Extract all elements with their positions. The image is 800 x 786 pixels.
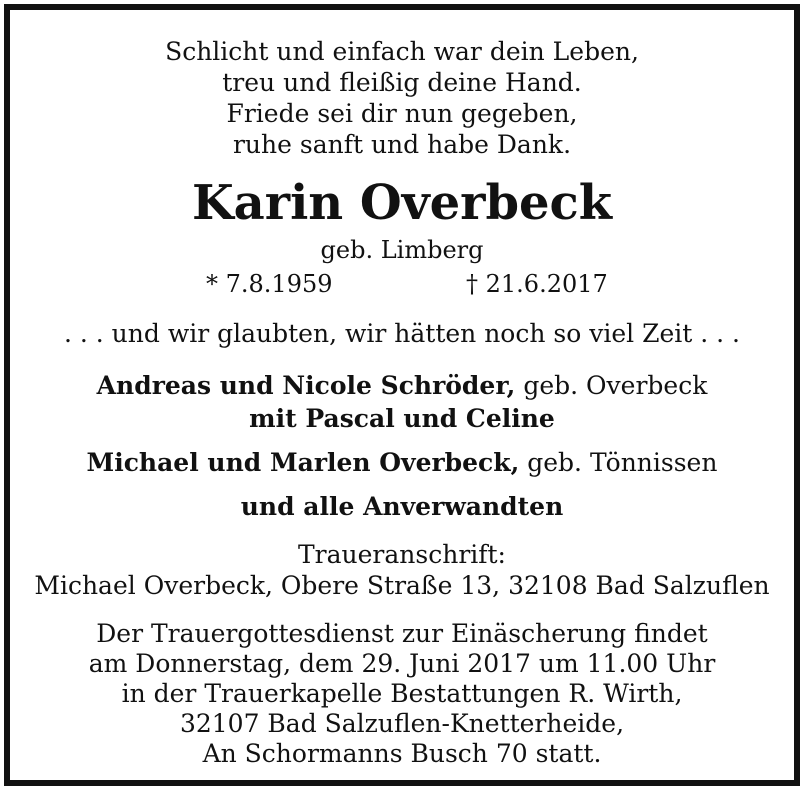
poem-line-2: treu und fleißig deine Hand. — [222, 68, 582, 97]
family-line-2-names: mit Pascal und Celine — [249, 404, 555, 433]
service-line-5: An Schormanns Busch 70 statt. — [202, 739, 602, 768]
poem-line-4: ruhe sanft und habe Dank. — [232, 130, 572, 159]
maiden-name: geb. Limberg — [320, 236, 484, 264]
family-line-1 — [10, 371, 794, 401]
family-line-4-relatives: und alle Anverwandten — [240, 492, 564, 521]
quote-line: . . . und wir glaubten, wir hätten noch so viel Zeit . . . — [64, 319, 740, 348]
family-line-3-maiden: geb. Tönnissen — [519, 448, 718, 477]
family-line-2 — [10, 404, 794, 434]
service-line-4: 32107 Bad Salzuflen-Knetterheide, — [179, 709, 625, 738]
family-line-3 — [10, 448, 794, 478]
life-dates — [10, 270, 794, 298]
family-line-4 — [10, 492, 794, 522]
poem-line-3: Friede sei dir nun gegeben, — [226, 99, 578, 128]
address-text: Michael Overbeck, Obere Straße 13, 32108 Bad Salzuflen — [34, 571, 770, 600]
address-label: Traueranschrift: — [298, 540, 506, 569]
service-line-1: Der Trauergottesdienst zur Einäscherung findet — [96, 619, 708, 648]
service-line-3: in der Trauerkapelle Bestattungen R. Wirth, — [121, 679, 683, 708]
service-line-2: am Donnerstag, dem 29. Juni 2017 um 11.00 Uhr — [88, 649, 716, 678]
obituary-content — [10, 10, 794, 780]
birth-date: * 7.8.1959 — [206, 270, 333, 298]
family-line-1-maiden: geb. Overbeck — [515, 371, 708, 400]
deceased-name: Karin Overbeck — [191, 175, 613, 231]
family-line-1-names: Andreas und Nicole Schröder, — [96, 371, 516, 400]
obituary-frame — [4, 4, 800, 786]
death-date: † 21.6.2017 — [466, 270, 608, 298]
family-line-3-names: Michael und Marlen Overbeck, — [86, 448, 520, 477]
poem-line-1: Schlicht und einfach war dein Leben, — [165, 37, 639, 66]
